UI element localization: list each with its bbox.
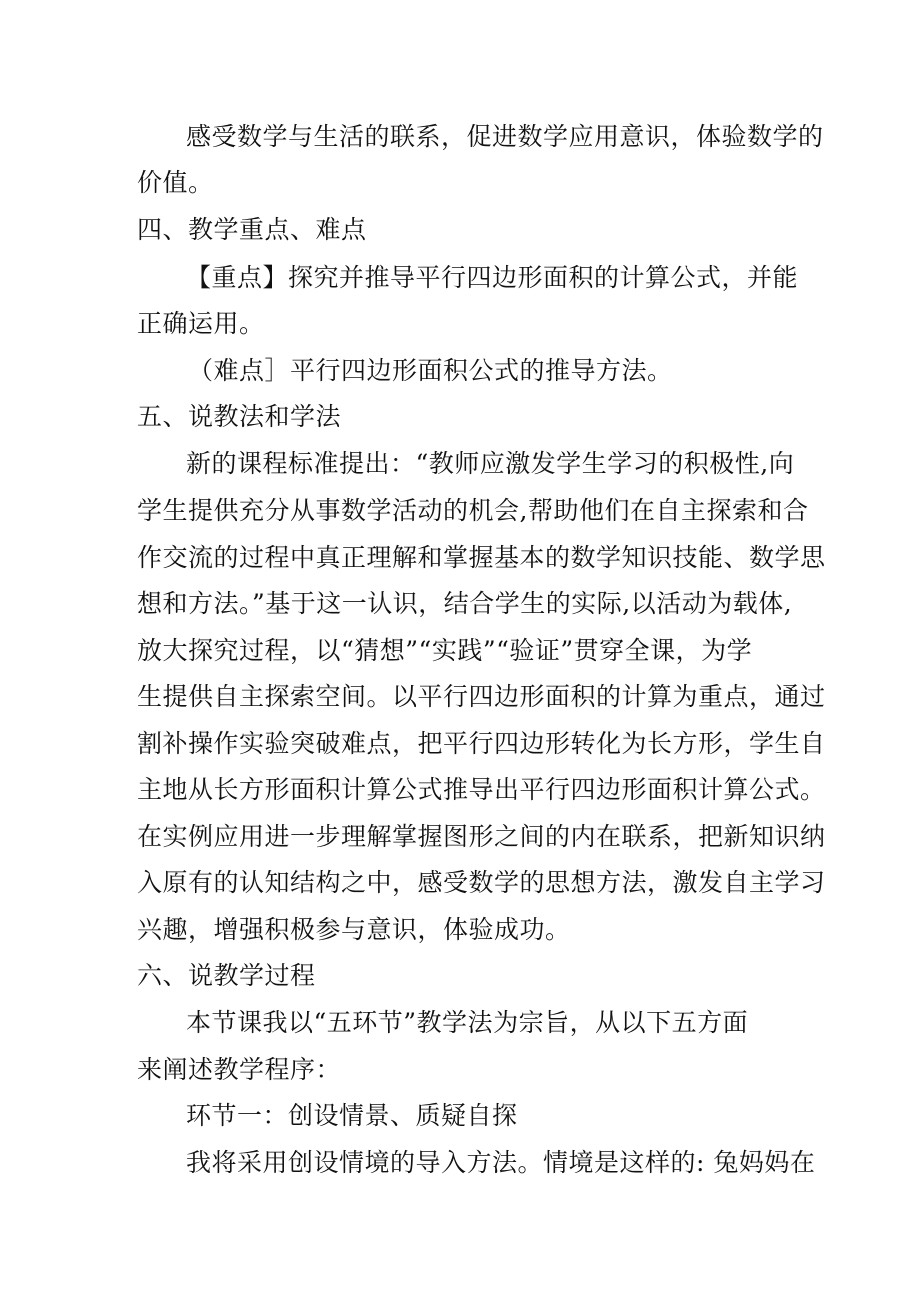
paragraph-line: 新的课程标准提出：“教师应激发学生学习的积极性,向 — [186, 449, 795, 478]
paragraph-line: 来阐述教学程序： — [137, 1055, 342, 1084]
subsection-heading: 环节一：创设情景、质疑自探 — [186, 1101, 518, 1130]
paragraph-line: （难点］平行四边形面积公式的推导方法。 — [188, 356, 673, 385]
section-heading: 四、教学重点、难点 — [137, 215, 367, 244]
paragraph-line: 我将采用创设情境的导入方法。情境是这样的: 兔妈妈在 — [186, 1148, 816, 1177]
paragraph-line: 生提供自主探索空间。以平行四边形面积的计算为重点，通过 — [137, 682, 826, 711]
paragraph-line: 感受数学与生活的联系，促进数学应用意识，体验数学的 — [186, 122, 824, 151]
paragraph-line: 学生提供充分从事数学活动的机会,帮助他们在自主探索和合 — [137, 496, 809, 525]
paragraph-line: 本节课我以“五环节”教学法为宗旨，从以下五方面 — [186, 1008, 749, 1037]
paragraph-line: 入原有的认知结构之中，感受数学的思想方法，激发自主学习 — [137, 868, 826, 897]
paragraph-line: 放大探究过程，以“猜想”“实践”“验证”贯穿全课，为学 — [137, 636, 753, 665]
paragraph-line: 主地从长方形面积计算公式推导出平行四边形面积计算公式。 — [137, 775, 826, 804]
paragraph-line: 【重点】探究并推导平行四边形面积的计算公式，并能 — [186, 263, 799, 292]
paragraph-line: 兴趣，增强积极参与意识，体验成功。 — [137, 915, 571, 944]
section-heading: 五、说教法和学法 — [137, 402, 342, 431]
section-heading: 六、说教学过程 — [137, 961, 316, 990]
paragraph-line: 在实例应用进一步理解掌握图形之间的内在联系，把新知识纳 — [137, 822, 826, 851]
paragraph-line: 想和方法。”基于这一认识，结合学生的实际,以活动为载体, — [137, 589, 793, 618]
paragraph-line: 割补操作实验突破难点，把平行四边形转化为长方形，学生自 — [137, 729, 826, 758]
paragraph-line: 作交流的过程中真正理解和掌握基本的数学知识技能、数学思 — [137, 543, 826, 572]
paragraph-line: 价值。 — [137, 168, 214, 197]
paragraph-line: 正确运用。 — [137, 309, 265, 338]
